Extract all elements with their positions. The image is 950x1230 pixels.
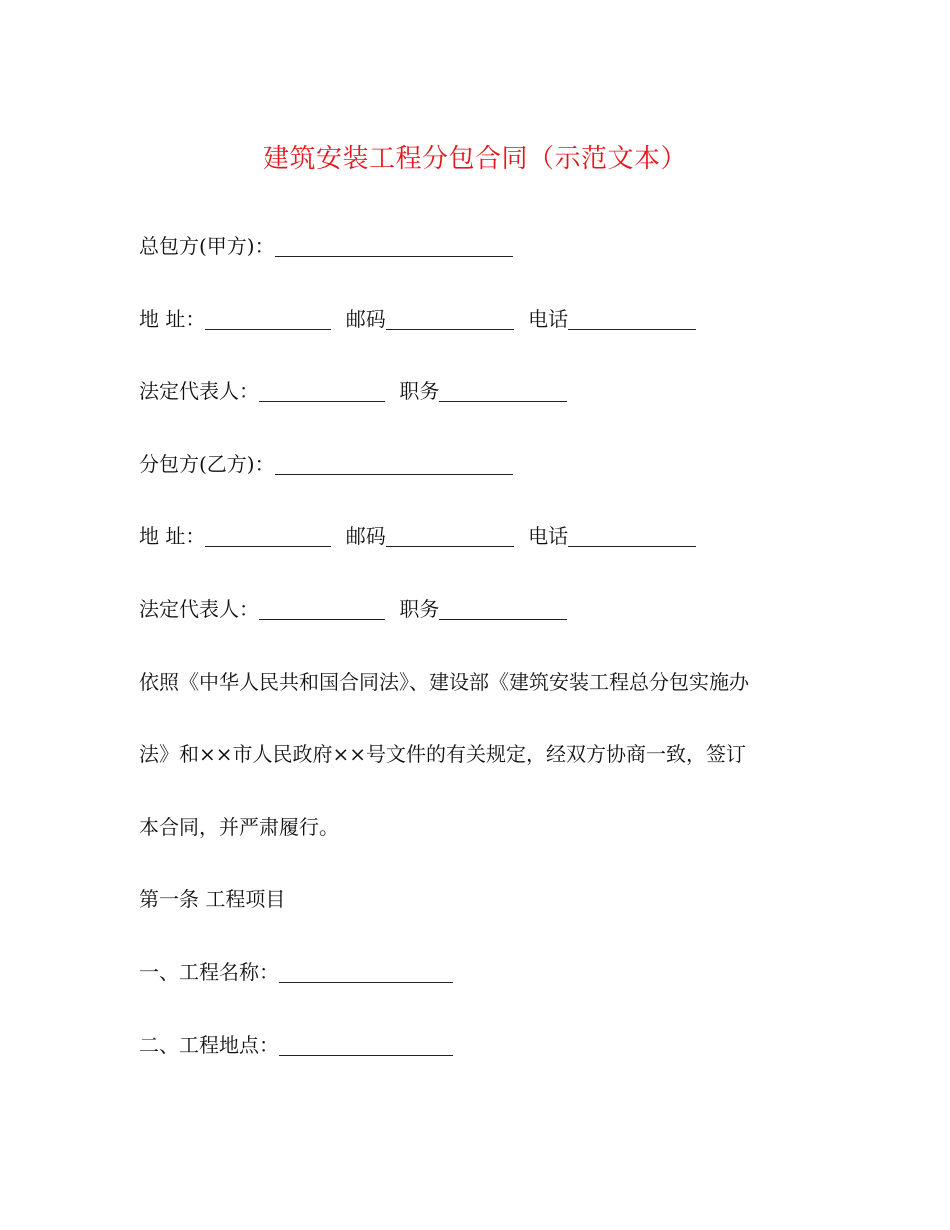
project-name-line (139, 957, 453, 987)
general-contractor-label: 总包方(甲方)： (139, 234, 275, 258)
general-contractor-blank[interactable] (275, 236, 513, 257)
preamble-line-2: 法》和××市人民政府××号文件的有关规定，经双方协商一致，签订 (139, 742, 747, 766)
sc-postcode-blank[interactable] (386, 526, 514, 547)
project-name-blank[interactable] (279, 962, 453, 983)
article-1-heading: 第一条 工程项目 (139, 887, 286, 911)
sc-position-label: 职务 (399, 597, 440, 621)
gc-position-label: 职务 (399, 379, 440, 403)
gc-address-label: 地 址： (139, 307, 206, 331)
sc-representative-label: 法定代表人： (139, 597, 259, 621)
sc-phone-blank[interactable] (568, 526, 696, 547)
sc-address-line (139, 521, 696, 551)
gc-phone-blank[interactable] (568, 309, 696, 330)
sc-representative-blank[interactable] (259, 599, 385, 620)
subcontractor-blank[interactable] (275, 454, 513, 475)
preamble-line-1: 依照《中华人民共和国合同法》、建设部《建筑安装工程总分包实施办 (139, 670, 749, 694)
gc-address-line (139, 304, 696, 334)
gc-postcode-blank[interactable] (386, 309, 514, 330)
gc-representative-blank[interactable] (259, 381, 385, 402)
subcontractor-label: 分包方(乙方)： (139, 452, 275, 476)
general-contractor-line (139, 231, 513, 261)
gc-phone-label: 电话 (528, 307, 569, 331)
sc-postcode-label: 邮码 (345, 524, 386, 548)
project-location-blank[interactable] (279, 1035, 453, 1056)
project-location-line (139, 1030, 453, 1060)
sc-phone-label: 电话 (528, 524, 569, 548)
sc-position-blank[interactable] (439, 599, 567, 620)
project-name-label: 一、工程名称： (139, 960, 279, 984)
gc-representative-line (139, 376, 567, 406)
sc-address-label: 地 址： (139, 524, 206, 548)
sc-address-blank[interactable] (205, 526, 331, 547)
gc-postcode-label: 邮码 (345, 307, 386, 331)
project-location-label: 二、工程地点： (139, 1033, 279, 1057)
gc-position-blank[interactable] (439, 381, 567, 402)
gc-representative-label: 法定代表人： (139, 379, 259, 403)
document-title: 建筑安装工程分包合同（示范文本） (262, 144, 687, 174)
preamble-line-3: 本合同，并严肃履行。 (139, 815, 339, 839)
subcontractor-line (139, 449, 513, 479)
gc-address-blank[interactable] (205, 309, 331, 330)
sc-representative-line (139, 594, 567, 624)
